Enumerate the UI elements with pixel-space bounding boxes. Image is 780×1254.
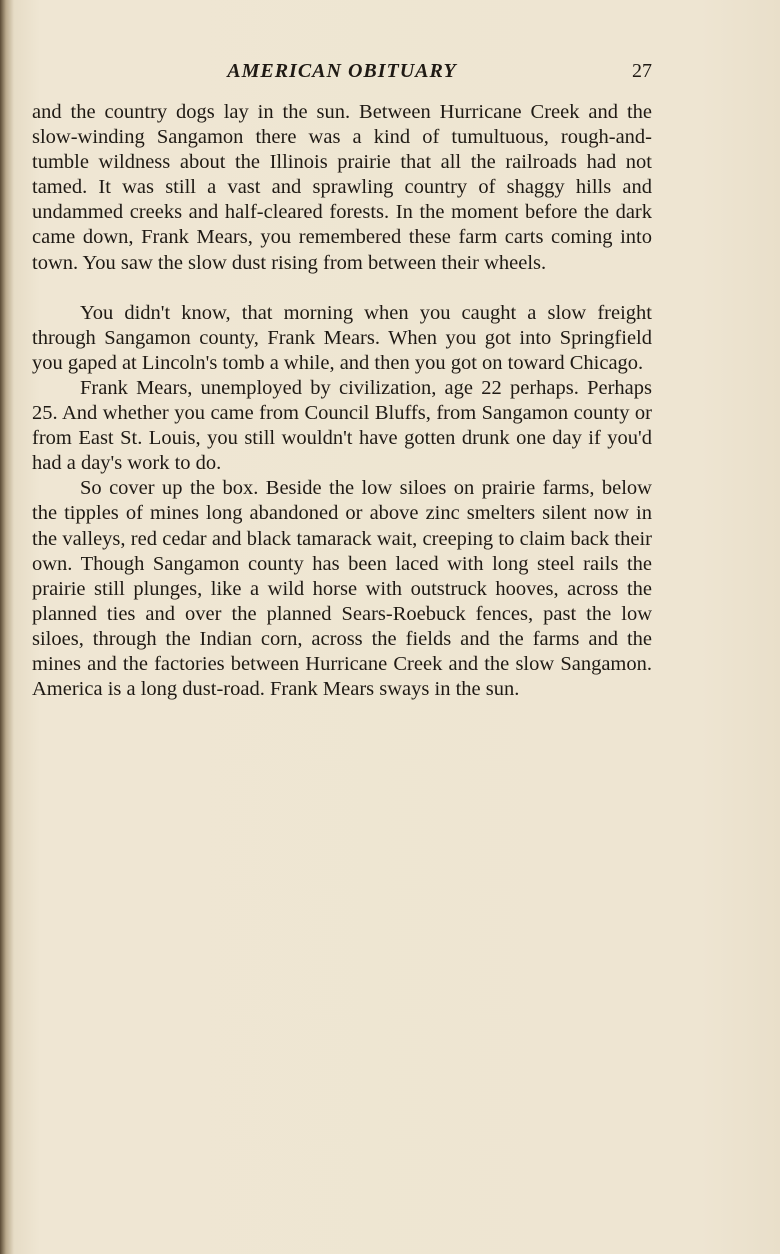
page-header <box>32 58 652 88</box>
paragraph-3: Frank Mears, unemployed by civilization, age 22 perhaps. Perhaps 25. And whether you came from Council Bluffs, from Sangamon county or from East St. Louis, you still wouldn't have gotten drunk one day if you'd had a day's work to do. <box>32 376 652 475</box>
paragraph-4: So cover up the box. Beside the low siloes on prairie farms, below the tipples of mines long abandoned or above zinc smelters silent now in the valleys, red cedar and black tamarack wait, creeping to claim back their own. Though Sangamon county has been laced with long steel rails the prairie still plunges, like a wild horse with outstruck hooves, across the planned ties and over the planned Sears-Roebuck fences, past the low siloes, through the Indian corn, across the fields and the farms and the mines and the factories between Hurricane Creek and the slow Sangamon. America is a long dust-road. Frank Mears sways in the sun. <box>32 477 652 701</box>
paragraph-2: You didn't know, that morning when you caught a slow freight through Sangamon county, Frank Mears. When you got into Springfield you gaped at Lincoln's tomb a while, and then you got on toward Chicago. <box>32 301 652 374</box>
page-number: 27 <box>632 60 652 82</box>
paragraph-1: and the country dogs lay in the sun. Between Hurricane Creek and the slow-winding Sangamon there was a kind of tumultuous, rough-and-tumble wildness about the Illinois prairie that all the railroads had not tamed. It was still a vast and sprawling country of shaggy hills and undammed creeks and half-cleared forests. In the moment before the dark came down, Frank Mears, you remembered these farm carts coming into town. You saw the slow dust rising from between their wheels. <box>32 101 652 274</box>
section-break <box>32 276 652 301</box>
body-text <box>32 100 652 702</box>
running-head: AMERICAN OBITUARY <box>227 60 457 82</box>
